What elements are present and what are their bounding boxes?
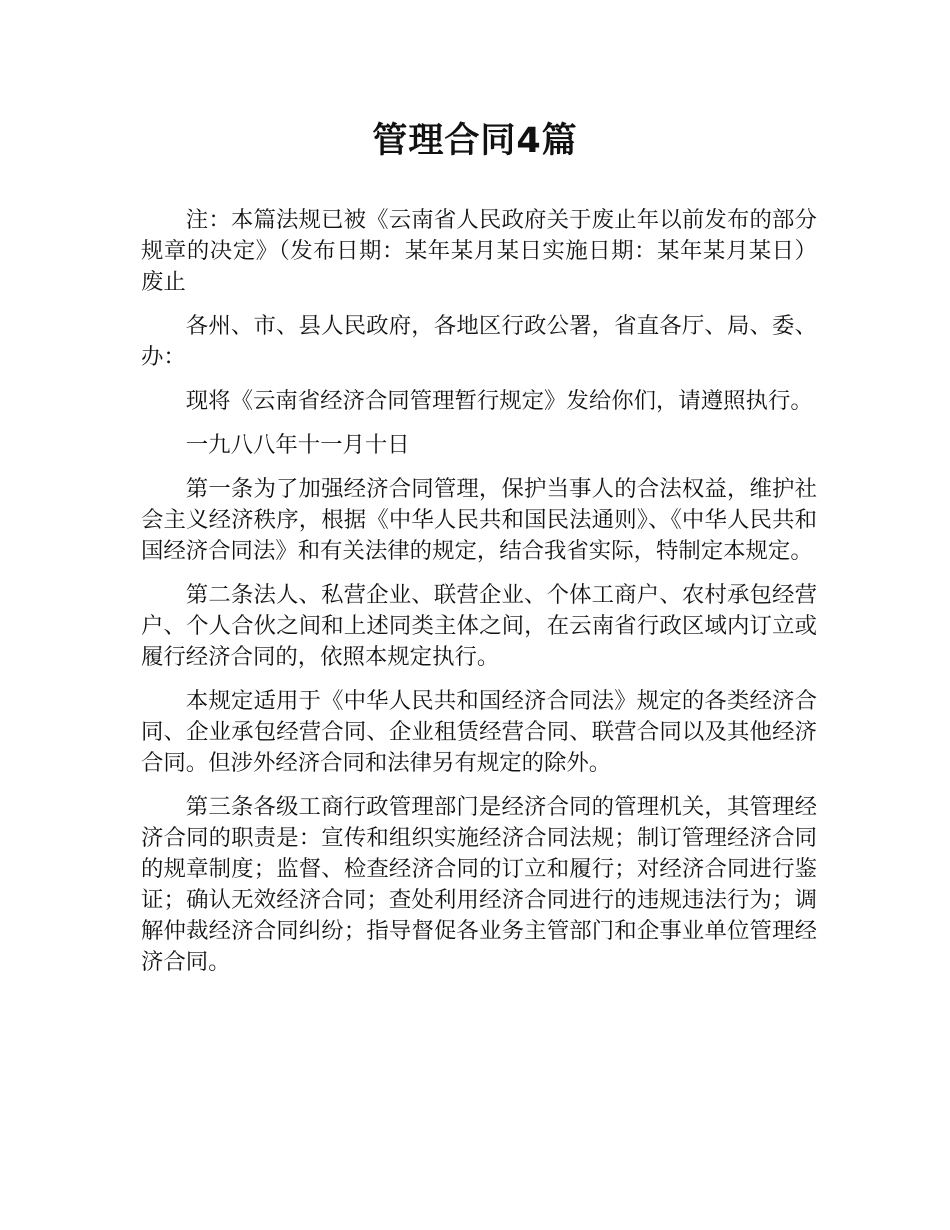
paragraph-article-2: 第二条法人、私营企业、联营企业、个体工商户、农村承包经营户、个人合伙之间和上述同类主体之间，在云南省行政区域内订立或履行经济合同的，依照本规定执行。: [141, 582, 817, 670]
paragraph-addressees: 各州、市、县人民政府，各地区行政公署，省直各厅、局、委、办：: [141, 313, 817, 370]
paragraph-date: 一九八八年十一月十日: [185, 432, 410, 458]
paragraph-notice: 注：本篇法规已被《云南省人民政府关于废止年以前发布的部分规章的决定》（发布日期：某年某月某日实施日期：某年某月某日）废止: [141, 207, 817, 295]
paragraph-issuance: 现将《云南省经济合同管理暂行规定》发给你们，请遵照执行。: [185, 388, 813, 414]
paragraph-article-1: 第一条为了加强经济合同管理，保护当事人的合法权益，维护社会主义经济秩序，根据《中华人民共和国民法通则》、《中华人民共和国经济合同法》和有关法律的规定，结合我省实际，特制定本规定。: [141, 476, 817, 564]
paragraph-article-3: 第三条各级工商行政管理部门是经济合同的管理机关，其管理经济合同的职责是：宣传和组织实施经济合同法规；制订管理经济合同的规章制度；监督、检查经济合同的订立和履行；对经济合同进行鉴证；确认无效经济合同；查处利用经济合同进行的违规违法行为；调解仲裁经济合同纠纷；指导督促各业务主管部门和企事业单位管理经济合同。: [141, 794, 817, 975]
paragraph-scope: 本规定适用于《中华人民共和国经济合同法》规定的各类经济合同、企业承包经营合同、企业租赁经营合同、联营合同以及其他经济合同。但涉外经济合同和法律另有规定的除外。: [141, 688, 817, 776]
document-title: 管理合同4篇: [372, 121, 578, 161]
document-body: [141, 205, 817, 991]
